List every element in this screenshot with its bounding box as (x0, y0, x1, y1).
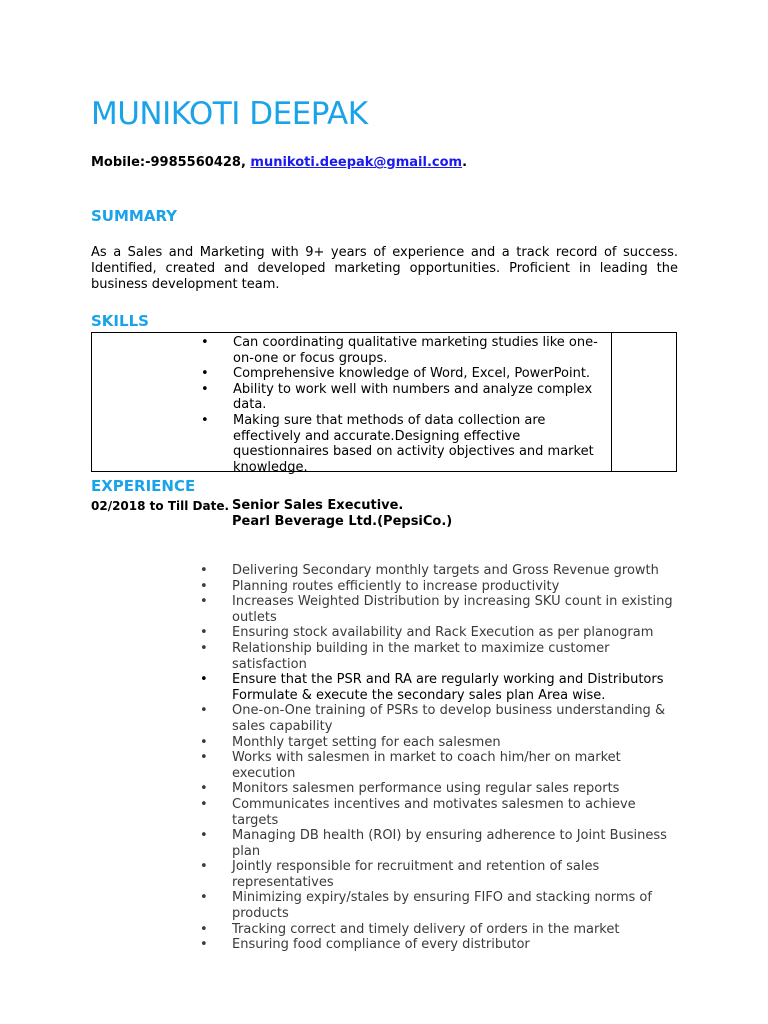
table-divider (611, 333, 612, 471)
experience-text: Relationship building in the market to maximize customer satisfaction (232, 640, 610, 672)
bullet-icon: • (201, 335, 209, 350)
job-date: 02/2018 to Till Date. (91, 499, 230, 513)
list-item (200, 750, 682, 781)
experience-list (200, 563, 682, 953)
list-item (201, 381, 608, 413)
bullet-icon: • (200, 937, 208, 953)
contact-line (91, 155, 467, 170)
bullet-icon: • (200, 796, 208, 812)
experience-text: Delivering Secondary monthly targets and Gross Revenue growth (232, 563, 659, 578)
email-link[interactable]: munikoti.deepak@gmail.com (250, 155, 463, 170)
experience-text: Managing DB health (ROI) by ensuring adherence to Joint Business plan (232, 828, 667, 859)
list-item (200, 672, 682, 703)
list-item (200, 625, 682, 641)
skill-text: Making sure that methods of data collection are effectively and accurate.Designing effective questionnaires based on activity objectives and market knowledge. (233, 412, 594, 475)
bullet-icon: • (200, 859, 208, 875)
skills-list (201, 335, 608, 475)
experience-text: Ensure that the PSR and RA are regularly working and Distributors Formulate & execute the secondary sales plan Area wise. (232, 672, 664, 703)
summary-heading: SUMMARY (91, 207, 178, 225)
bullet-icon: • (200, 890, 208, 906)
bullet-icon: • (200, 734, 208, 750)
job-role: Senior Sales Executive. (232, 498, 404, 513)
summary-text: As a Sales and Marketing with 9+ years of experience and a track record of success. Identified, created and developed marketing opportunities. Proficient in leading the business development team. (91, 245, 678, 292)
list-item (200, 828, 682, 859)
bullet-icon: • (201, 366, 209, 382)
list-item (201, 366, 608, 382)
bullet-icon: • (200, 703, 208, 719)
experience-text: Communicates incentives and motivates salesmen to achieve targets (232, 796, 636, 828)
list-item (200, 703, 682, 734)
bullet-icon: • (200, 625, 208, 641)
bullet-icon: • (200, 578, 208, 594)
skills-table (91, 332, 677, 475)
experience-text: Tracking correct and timely delivery of orders in the market (232, 921, 620, 937)
list-item (200, 859, 682, 890)
list-item (200, 921, 682, 938)
job-company: Pearl Beverage Ltd.(PepsiCo.) (232, 514, 453, 529)
bullet-icon: • (200, 828, 208, 844)
bullet-icon: • (200, 921, 208, 937)
bullet-icon: • (200, 563, 208, 578)
bullet-icon: • (200, 781, 208, 797)
bullet-icon: • (200, 672, 208, 688)
experience-text: Ensuring food compliance of every distributor (232, 937, 530, 953)
experience-text: Minimizing expiry/stales by ensuring FIFO and stacking norms of products (232, 890, 652, 922)
experience-heading: EXPERIENCE (91, 477, 196, 495)
skill-text: Ability to work well with numbers and analyze complex data. (233, 381, 593, 413)
experience-text: Ensuring stock availability and Rack Execution as per planogram (232, 625, 654, 641)
bullet-icon: • (201, 412, 209, 428)
skills-heading: SKILLS (91, 312, 149, 330)
experience-text: Jointly responsible for recruitment and retention of sales representatives (232, 859, 600, 890)
list-item (200, 594, 682, 625)
mobile-number: Mobile:-9985560428, (91, 155, 246, 170)
list-item (200, 890, 682, 922)
list-item (200, 734, 682, 751)
experience-text: Works with salesmen in market to coach him/her on market execution (232, 750, 621, 781)
experience-text: Planning routes efficiently to increase productivity (232, 578, 560, 594)
experience-text: Monthly target setting for each salesmen (232, 734, 501, 750)
list-item (200, 578, 682, 595)
skill-text: Can coordinating qualitative marketing studies like one-on-one or focus groups. (233, 335, 598, 366)
list-item (200, 640, 682, 672)
list-item (200, 563, 682, 579)
candidate-name: MUNIKOTI DEEPAK (91, 96, 368, 132)
list-item (200, 937, 682, 953)
bullet-icon: • (201, 381, 209, 397)
skill-text: Comprehensive knowledge of Word, Excel, PowerPoint. (233, 366, 591, 382)
contact-trail: . (462, 155, 468, 170)
list-item (200, 781, 682, 797)
bullet-icon: • (200, 640, 208, 656)
bullet-icon: • (200, 594, 208, 610)
experience-text: One-on-One training of PSRs to develop business understanding & sales capability (232, 703, 666, 734)
experience-text: Increases Weighted Distribution by increasing SKU count in existing outlets (232, 594, 673, 625)
list-item (200, 796, 682, 828)
bullet-icon: • (200, 750, 208, 766)
list-item (201, 335, 608, 366)
experience-text: Monitors salesmen performance using regular sales reports (232, 781, 620, 797)
list-item (201, 412, 608, 475)
